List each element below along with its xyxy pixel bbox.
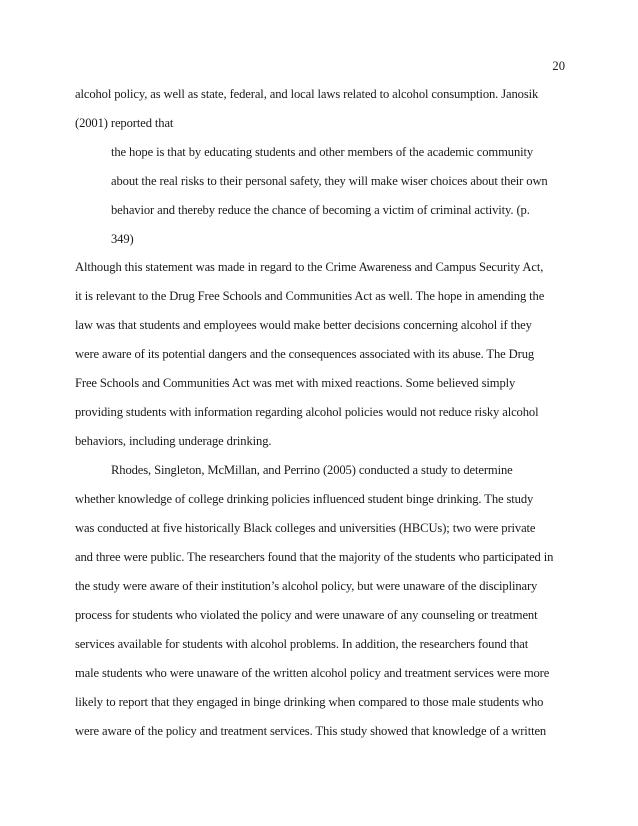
text-line: law was that students and employees would make better decisions concerning alcohol if they [75,318,532,332]
text-line: Free Schools and Communities Act was met with mixed reactions. Some believed simply [75,376,516,390]
main-body-text [75,259,571,752]
text-line: it is relevant to the Drug Free Schools and Communities Act as well. The hope in amending the [75,289,545,303]
text-line: male students who were unaware of the written alcohol policy and treatment services were more [75,666,550,680]
text-line: (2001) reported that [75,116,174,130]
text-line: and three were public. The researchers found that the majority of the students who participated in [75,550,554,564]
text-line: behaviors, including underage drinking. [75,434,272,448]
text-line: services available for students with alcohol problems. In addition, the researchers found that [75,637,529,651]
text-line: were aware of its potential dangers and the consequences associated with its abuse. The Drug [75,347,535,361]
page-number: 20 [552,59,565,73]
text-line: alcohol policy, as well as state, federal, and local laws related to alcohol consumption. Janosik [75,87,539,101]
block-quote [111,144,571,260]
paragraph-first-line: Rhodes, Singleton, McMillan, and Perrino (2005) conducted a study to determine [111,463,513,477]
text-line: was conducted at five historically Black colleges and universities (HBCUs); two were private [75,521,536,535]
text-line: likely to report that they engaged in binge drinking when compared to those male students who [75,695,544,709]
intro-paragraph [75,86,571,144]
quote-line: behavior and thereby reduce the chance of becoming a victim of criminal activity. (p. [111,203,530,217]
text-line: providing students with information regarding alcohol policies would not reduce risky alcohol [75,405,539,419]
quote-line: about the real risks to their personal safety, they will make wiser choices about their own [111,174,548,188]
text-line: process for students who violated the policy and were unaware of any counseling or treatment [75,608,538,622]
text-line: whether knowledge of college drinking policies influenced student binge drinking. The study [75,492,534,506]
text-line: the study were aware of their institution’s alcohol policy, but were unaware of the disciplinary [75,579,538,593]
text-line: were aware of the policy and treatment services. This study showed that knowledge of a written [75,724,547,738]
quote-line: the hope is that by educating students and other members of the academic community [111,145,534,159]
quote-line: 349) [111,232,134,246]
text-line: Although this statement was made in regard to the Crime Awareness and Campus Security Act, [75,260,544,274]
